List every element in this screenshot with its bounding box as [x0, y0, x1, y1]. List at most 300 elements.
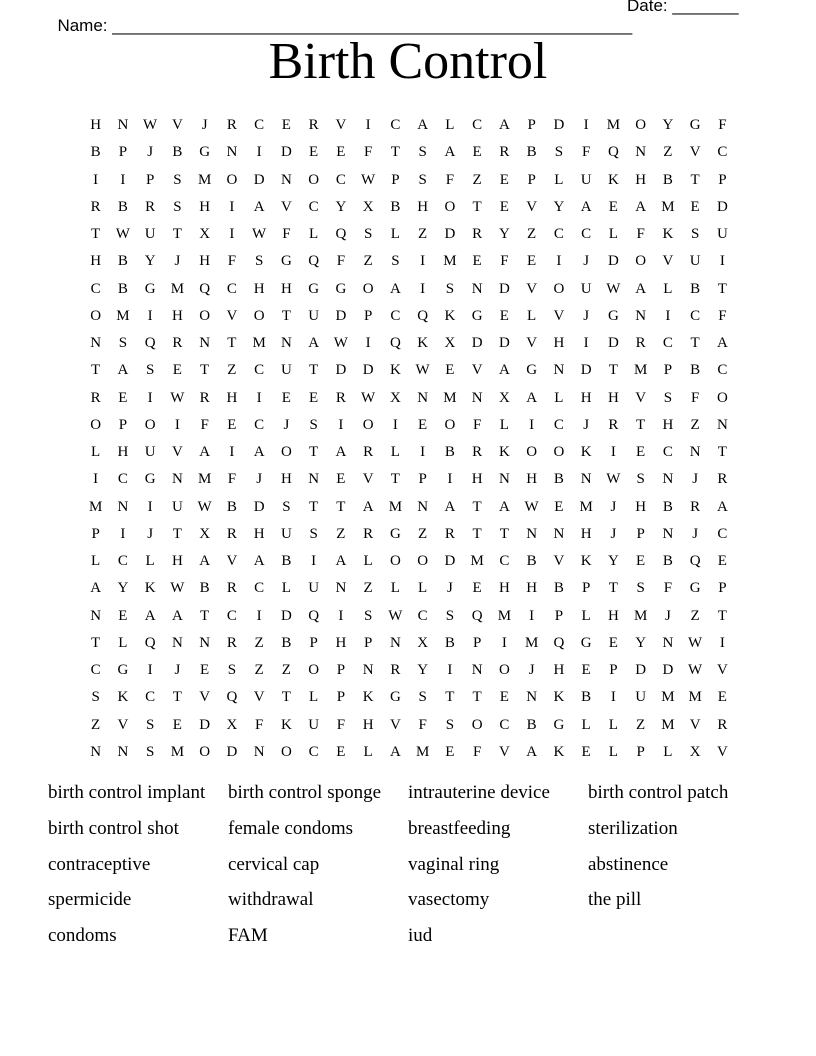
grid-letter: W [388, 607, 403, 624]
grid-letter: A [90, 580, 102, 597]
grid-letter: V [471, 362, 483, 379]
grid-letter: T [309, 498, 319, 515]
grid-letter: F [472, 416, 482, 433]
grid-letter: L [581, 607, 591, 624]
word-bank-item: cervical cap [228, 853, 320, 875]
grid-letter: C [390, 117, 401, 133]
grid-letter: W [115, 226, 130, 242]
grid-letter: A [171, 607, 183, 624]
grid-row [82, 248, 736, 275]
grid-letter: E [717, 553, 727, 569]
grid-letter: F [363, 144, 373, 161]
grid-letter: T [445, 689, 455, 706]
grid-letter: J [201, 117, 208, 133]
grid-letter: A [199, 444, 211, 460]
grid-row [82, 385, 736, 412]
grid-letter: O [144, 416, 156, 433]
word-bank [48, 778, 768, 957]
grid-letter: A [117, 362, 129, 379]
grid-letter: H [199, 253, 211, 270]
grid-letter: B [117, 280, 128, 297]
grid-letter: F [718, 117, 727, 133]
grid-letter: A [335, 444, 347, 460]
grid-letter: V [362, 471, 374, 488]
grid-letter: E [118, 607, 128, 624]
grid-letter: V [199, 689, 211, 706]
grid-letter: G [526, 362, 538, 379]
grid-letter: M [661, 716, 675, 733]
grid-letter: T [281, 307, 291, 324]
grid-letter: F [663, 580, 673, 597]
grid-letter: L [363, 553, 373, 569]
grid-letter: H [526, 580, 538, 597]
grid-letter: T [472, 525, 482, 542]
grid-letter: N [526, 689, 538, 706]
grid-letter: P [554, 607, 564, 624]
grid-letter: I [719, 634, 725, 651]
grid-letter: X [498, 389, 510, 406]
grid-letter: H [607, 389, 619, 406]
grid-letter: P [527, 171, 536, 188]
grid-letter: C [226, 607, 237, 624]
grid-letter: E [499, 689, 509, 706]
grid-letter: I [147, 307, 153, 324]
grid-letter: B [444, 444, 455, 460]
grid-letter: A [253, 198, 265, 215]
grid-letter: G [607, 307, 619, 324]
grid-letter: A [144, 607, 156, 624]
grid-letter: R [499, 144, 510, 161]
grid-letter: I [93, 171, 99, 188]
grid-letter: D [444, 226, 456, 242]
grid-letter: H [280, 471, 292, 488]
grid-letter: L [418, 580, 428, 597]
grid-letter: O [280, 444, 292, 460]
grid-letter: O [253, 307, 265, 324]
grid-letter: G [580, 634, 592, 651]
grid-letter: G [308, 280, 320, 297]
grid-letter: N [199, 634, 211, 651]
grid-letter: P [309, 634, 318, 651]
grid-letter: N [117, 117, 129, 133]
grid-letter: V [689, 144, 701, 161]
grid-letter: M [415, 743, 430, 760]
grid-letter: B [662, 498, 673, 515]
grid-letter: N [90, 607, 102, 624]
grid-letter: M [197, 171, 212, 188]
grid-letter: J [256, 471, 263, 488]
grid-row [82, 494, 736, 521]
grid-letter: M [661, 198, 675, 215]
grid-letter: C [581, 226, 592, 242]
grid-letter: L [91, 553, 101, 569]
grid-letter: X [689, 743, 701, 760]
grid-letter: O [199, 307, 211, 324]
grid-letter: H [526, 471, 538, 488]
grid-letter: L [363, 743, 373, 760]
grid-letter: V [171, 444, 183, 460]
grid-letter: E [499, 171, 509, 188]
word-bank-item: spermicide [48, 889, 132, 911]
grid-letter: N [226, 144, 238, 161]
grid-letter: B [199, 580, 210, 597]
grid-letter: T [717, 280, 727, 297]
grid-letter: P [336, 689, 346, 706]
grid-letter: N [90, 335, 102, 351]
grid-letter: S [690, 226, 700, 242]
grid-letter: W [688, 634, 703, 651]
grid-letter: E [472, 144, 482, 161]
grid-letter: E [200, 662, 210, 678]
grid-letter: K [117, 689, 129, 706]
grid-letter: I [719, 253, 725, 270]
grid-letter: T [690, 171, 700, 188]
grid-letter: N [716, 416, 728, 433]
grid-letter: V [226, 307, 238, 324]
grid-letter: W [688, 662, 703, 678]
grid-letter: E [581, 743, 591, 760]
grid-letter: I [610, 689, 616, 706]
grid-letter: M [579, 498, 593, 515]
grid-letter: T [91, 362, 101, 379]
word-bank-item: condoms [48, 925, 117, 947]
grid-letter: V [253, 689, 265, 706]
grid-letter: N [526, 525, 538, 542]
grid-letter: Z [690, 607, 700, 624]
grid-letter: E [527, 253, 537, 270]
grid-letter: A [526, 389, 538, 406]
grid-letter: P [118, 144, 128, 161]
grid-letter: Z [363, 253, 373, 270]
grid-letter: M [170, 280, 185, 297]
word-bank-item: breastfeeding [408, 817, 511, 839]
grid-row [82, 139, 736, 166]
grid-letter: E [690, 198, 700, 215]
grid-letter: D [199, 716, 211, 733]
grid-letter: D [253, 171, 265, 188]
grid-letter: T [227, 335, 237, 351]
grid-letter: X [417, 634, 429, 651]
grid-letter: T [309, 444, 319, 460]
grid-row [82, 330, 736, 357]
grid-letter: S [636, 580, 645, 597]
grid-row [82, 112, 736, 139]
grid-letter: R [226, 634, 237, 651]
grid-letter: Z [418, 226, 428, 242]
grid-letter: L [309, 226, 319, 242]
grid-letter: Z [363, 580, 373, 597]
grid-letter: B [281, 634, 292, 651]
grid-letter: I [447, 662, 453, 678]
grid-letter: R [444, 525, 455, 542]
grid-letter: E [499, 307, 509, 324]
grid-letter: E [309, 389, 319, 406]
grid-letter: O [553, 280, 565, 297]
grid-letter: D [335, 362, 347, 379]
grid-letter: F [336, 253, 346, 270]
grid-letter: L [663, 280, 673, 297]
grid-letter: E [172, 362, 182, 379]
grid-letter: P [609, 662, 618, 678]
grid-letter: K [444, 307, 456, 324]
grid-letter: R [172, 335, 183, 351]
grid-letter: N [417, 389, 429, 406]
grid-letter: F [200, 416, 209, 433]
grid-letter: P [718, 171, 727, 188]
grid-row [82, 739, 736, 766]
grid-letter: E [309, 144, 319, 161]
grid-letter: Q [335, 226, 347, 242]
grid-letter: A [335, 553, 347, 569]
word-bank-item: sterilization [588, 817, 678, 839]
grid-letter: I [365, 117, 371, 133]
grid-letter: B [281, 553, 292, 569]
grid-letter: O [362, 416, 374, 433]
grid-letter: M [197, 471, 212, 488]
grid-row [82, 603, 736, 630]
grid-letter: N [662, 471, 674, 488]
grid-letter: P [91, 525, 100, 542]
grid-letter: U [580, 280, 592, 297]
grid-letter: K [553, 689, 565, 706]
grid-letter: C [308, 198, 319, 215]
word-bank-item: birth control patch [588, 782, 729, 803]
grid-letter: D [498, 280, 510, 297]
grid-letter: V [171, 117, 183, 133]
grid-letter: I [529, 416, 535, 433]
grid-letter: M [443, 253, 457, 270]
grid-letter: H [171, 553, 183, 569]
grid-letter: Z [281, 662, 291, 678]
grid-letter: F [418, 716, 427, 733]
grid-letter: S [118, 335, 128, 351]
grid-letter: T [200, 362, 210, 379]
grid-letter: S [445, 280, 455, 297]
grid-letter: J [583, 416, 590, 433]
grid-letter: O [553, 444, 565, 460]
grid-letter: P [636, 525, 645, 542]
grid-letter: N [389, 634, 401, 651]
grid-letter: H [471, 471, 483, 488]
grid-letter: H [199, 198, 211, 215]
grid-letter: E [636, 553, 646, 569]
grid-letter: C [717, 525, 728, 542]
grid-letter: R [335, 389, 346, 406]
grid-letter: R [363, 525, 374, 542]
grid-letter: H [362, 716, 374, 733]
grid-letter: U [308, 580, 320, 597]
grid-letter: T [608, 362, 618, 379]
grid-letter: F [500, 253, 509, 270]
grid-letter: R [635, 335, 646, 351]
grid-letter: T [281, 689, 291, 706]
grid-letter: E [118, 389, 128, 406]
grid-letter: A [389, 280, 401, 297]
grid-letter: D [662, 662, 674, 678]
grid-letter: I [447, 471, 453, 488]
grid-letter: S [145, 716, 155, 733]
grid-letter: N [471, 662, 483, 678]
grid-letter: T [472, 498, 482, 515]
grid-letter: A [253, 553, 265, 569]
grid-letter: A [498, 498, 510, 515]
grid-letter: I [256, 389, 262, 406]
grid-letter: A [635, 198, 647, 215]
grid-letter: U [144, 444, 156, 460]
grid-letter: B [662, 171, 673, 188]
grid-letter: C [254, 117, 265, 133]
grid-letter: V [662, 253, 674, 270]
grid-letter: G [553, 716, 565, 733]
grid-letter: S [445, 716, 455, 733]
grid-letter: G [471, 307, 483, 324]
grid-letter: S [418, 144, 427, 161]
grid-letter: W [170, 389, 185, 406]
grid-letter: O [635, 253, 647, 270]
grid-letter: H [580, 389, 592, 406]
grid-letter: O [526, 444, 538, 460]
grid-letter: F [254, 716, 264, 733]
grid-letter: C [254, 362, 265, 379]
grid-letter: S [173, 198, 182, 215]
grid-letter: T [336, 498, 346, 515]
grid-letter: P [363, 634, 373, 651]
grid-letter: N [662, 525, 674, 542]
grid-letter: X [199, 525, 211, 542]
grid-letter: T [390, 471, 400, 488]
grid-letter: I [174, 416, 180, 433]
grid-letter: I [229, 226, 235, 242]
grid-letter: T [472, 689, 482, 706]
grid-letter: K [280, 716, 292, 733]
grid-letter: V [716, 743, 728, 760]
grid-letter: B [690, 362, 701, 379]
grid-letter: A [417, 117, 429, 133]
grid-letter: K [580, 444, 592, 460]
grid-letter: K [662, 226, 674, 242]
grid-letter: Q [471, 607, 483, 624]
grid-letter: L [91, 444, 101, 460]
grid-letter: F [581, 144, 591, 161]
word-row [48, 778, 768, 814]
word-row [48, 885, 768, 921]
grid-letter: B [226, 498, 237, 515]
grid-letter: V [689, 716, 701, 733]
grid-letter: N [471, 280, 483, 297]
grid-letter: W [415, 362, 430, 379]
grid-letter: D [253, 498, 265, 515]
grid-letter: F [336, 716, 346, 733]
grid-letter: X [389, 389, 401, 406]
grid-letter: W [333, 335, 348, 351]
grid-letter: R [690, 498, 701, 515]
grid-letter: P [636, 743, 645, 760]
grid-letter: F [636, 226, 645, 242]
grid-letter: F [282, 226, 291, 242]
grid-letter: M [252, 335, 266, 351]
grid-letter: T [200, 607, 210, 624]
grid-letter: B [172, 144, 183, 161]
grid-letter: M [497, 607, 512, 624]
grid-letter: C [117, 553, 128, 569]
grid-letter: I [392, 416, 398, 433]
grid-letter: A [199, 553, 211, 569]
grid-letter: A [253, 444, 265, 460]
grid-letter: J [283, 416, 290, 433]
grid-letter: N [171, 634, 183, 651]
grid-letter: J [610, 498, 617, 515]
grid-letter: R [90, 389, 101, 406]
grid-letter: L [608, 716, 618, 733]
grid-letter: W [606, 471, 621, 488]
word-bank-item: vasectomy [408, 889, 490, 911]
grid-letter: N [117, 743, 129, 760]
grid-letter: D [471, 335, 483, 351]
grid-letter: H [90, 253, 102, 270]
grid-letter: Y [417, 662, 429, 678]
grid-letter: V [335, 117, 347, 133]
grid-letter: R [608, 416, 619, 433]
word-bank-item: FAM [228, 925, 268, 947]
grid-letter: N [308, 471, 320, 488]
grid-letter: A [444, 498, 456, 515]
grid-letter: A [444, 144, 456, 161]
grid-letter: E [227, 416, 237, 433]
grid-row [82, 684, 736, 711]
grid-letter: S [254, 253, 264, 270]
grid-row [82, 167, 736, 194]
grid-letter: C [390, 307, 401, 324]
grid-letter: L [581, 716, 591, 733]
grid-letter: V [553, 553, 565, 569]
grid-letter: L [445, 117, 455, 133]
grid-letter: I [529, 607, 535, 624]
grid-letter: T [608, 580, 618, 597]
grid-letter: B [553, 471, 564, 488]
grid-letter: N [471, 389, 483, 406]
grid-letter: N [90, 743, 102, 760]
grid-letter: M [661, 689, 675, 706]
grid-letter: I [338, 607, 344, 624]
grid-letter: X [444, 335, 456, 351]
grid-letter: Y [662, 117, 674, 133]
grid-letter: S [418, 689, 427, 706]
grid-letter: E [472, 580, 482, 597]
grid-letter: Z [336, 525, 346, 542]
grid-letter: V [526, 198, 538, 215]
grid-letter: U [280, 362, 292, 379]
word-bank-item: birth control shot [48, 817, 179, 839]
grid-letter: I [120, 525, 126, 542]
grid-letter: O [716, 389, 728, 406]
grid-letter: V [117, 716, 129, 733]
grid-letter: G [280, 253, 292, 270]
grid-letter: D [716, 198, 728, 215]
grid-letter: Z [227, 362, 237, 379]
grid-row [82, 439, 736, 466]
grid-letter: R [199, 389, 210, 406]
grid-row [82, 303, 736, 330]
grid-letter: H [635, 171, 647, 188]
grid-letter: H [662, 416, 674, 433]
grid-letter: H [580, 525, 592, 542]
grid-letter: R [472, 226, 483, 242]
grid-letter: Y [553, 198, 565, 215]
grid-letter: I [420, 444, 426, 460]
grid-letter: M [388, 498, 403, 515]
grid-letter: C [226, 280, 237, 297]
grid-letter: N [498, 471, 510, 488]
